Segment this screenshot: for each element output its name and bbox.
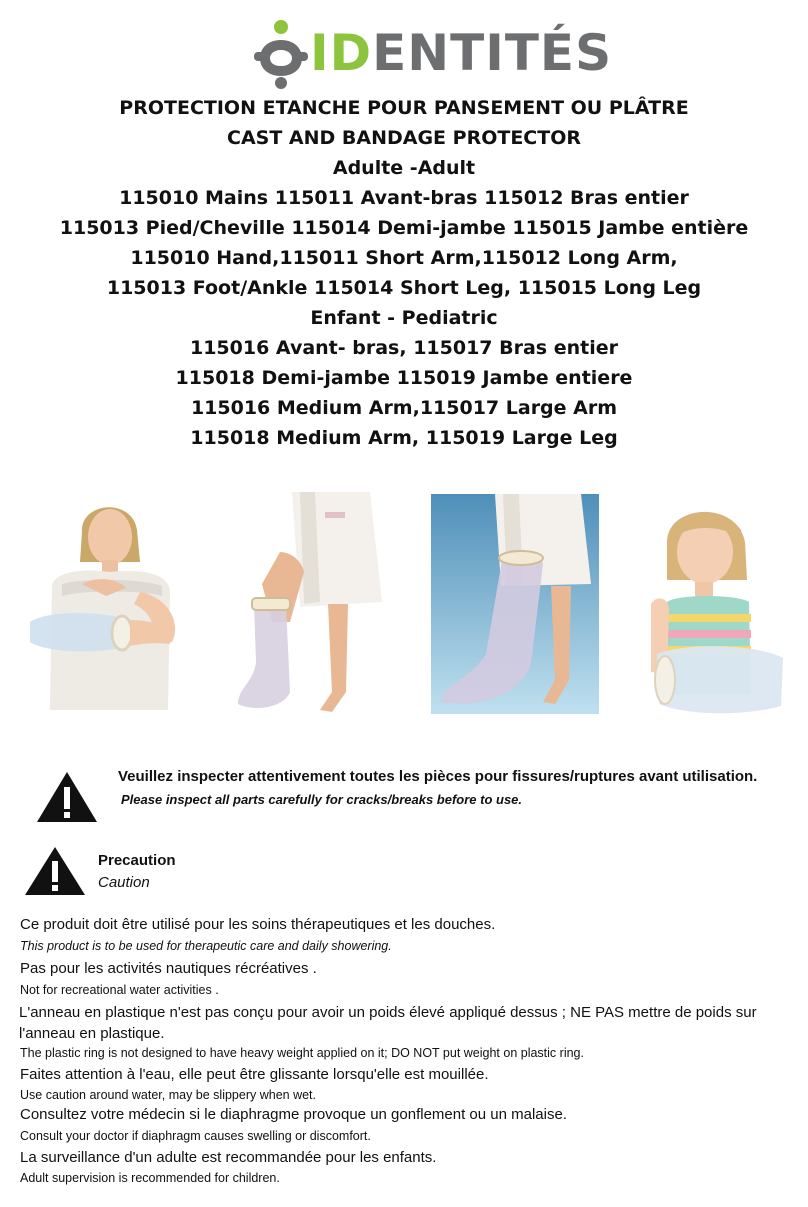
instruction-line: Consultez votre médecin si le diaphragme provoque un gonflement ou un malaise. <box>20 1106 567 1123</box>
instruction-line: L'anneau en plastique n'est pas conçu pour avoir un poids élevé appliqué dessus ; NE PAS mettre de poids sur l'anneau en plastique. <box>19 1004 757 1042</box>
title-line: 115013 Foot/Ankle 115014 Short Leg, 115015 Long Leg <box>106 277 702 299</box>
title-line: PROTECTION ETANCHE POUR PANSEMENT OU PLÂTRE <box>119 97 689 119</box>
instruction-line: Ce produit doit être utilisé pour les soins thérapeutiques et les douches. <box>20 916 496 933</box>
warning-text-fr: Veuillez inspecter attentivement toutes les pièces pour fissures/ruptures avant utilisation. <box>118 768 758 785</box>
title-line: Enfant - Pediatric <box>310 307 498 329</box>
caution-title: Precaution <box>98 852 176 869</box>
brand-wordmark <box>310 24 612 82</box>
product-title-block <box>0 93 808 453</box>
caution-triangle-icon <box>23 845 87 897</box>
photo-pediatric-arm-protector <box>637 494 787 722</box>
brand-id: ID <box>310 24 373 82</box>
instruction-line: Not for recreational water activities . <box>20 983 219 997</box>
title-line: 115018 Demi-jambe 115019 Jambe entiere <box>175 367 633 389</box>
instruction-line: Pas pour les activités nautiques récréatives . <box>20 960 317 977</box>
instruction-line: This product is to be used for therapeutic care and daily showering. <box>20 939 392 953</box>
title-line: CAST AND BANDAGE PROTECTOR <box>227 127 581 149</box>
warning-text-en: Please inspect all parts carefully for cracks/breaks before to use. <box>121 792 523 807</box>
warning-triangle-icon <box>35 770 99 824</box>
instruction-line: Use caution around water, may be slippery when wet. <box>20 1088 316 1102</box>
instruction-line: Consult your doctor if diaphragm causes swelling or discomfort. <box>20 1129 371 1143</box>
photo-short-leg-protector <box>220 492 388 717</box>
instruction-line: La surveillance d'un adulte est recommandée pour les enfants. <box>20 1149 437 1166</box>
instruction-line: Adult supervision is recommended for children. <box>20 1171 280 1185</box>
title-line: 115016 Medium Arm,115017 Large Arm <box>190 397 618 419</box>
photo-hand-protector <box>22 492 185 710</box>
title-line: Adulte -Adult <box>332 157 476 179</box>
caution-subtitle: Caution <box>98 874 150 891</box>
title-line: 115013 Pied/Cheville 115014 Demi-jambe 115015 Jambe entière <box>59 217 749 239</box>
title-line: 115010 Mains 115011 Avant-bras 115012 Bras entier <box>119 187 689 209</box>
brand-rest: ENTITÉS <box>372 24 613 82</box>
person-logo-icon <box>254 18 308 90</box>
instruction-line: Faites attention à l'eau, elle peut être glissante lorsqu'elle est mouillée. <box>20 1066 489 1083</box>
title-line: 115010 Hand,115011 Short Arm,115012 Long Arm, <box>130 247 678 269</box>
instruction-line: The plastic ring is not designed to have heavy weight applied on it; DO NOT put weight on plastic ring. <box>20 1046 584 1060</box>
title-line: 115016 Avant- bras, 115017 Bras entier <box>189 337 618 359</box>
title-line: 115018 Medium Arm, 115019 Large Leg <box>190 427 618 449</box>
photo-long-leg-protector <box>431 494 599 714</box>
brand-logo <box>254 18 613 90</box>
